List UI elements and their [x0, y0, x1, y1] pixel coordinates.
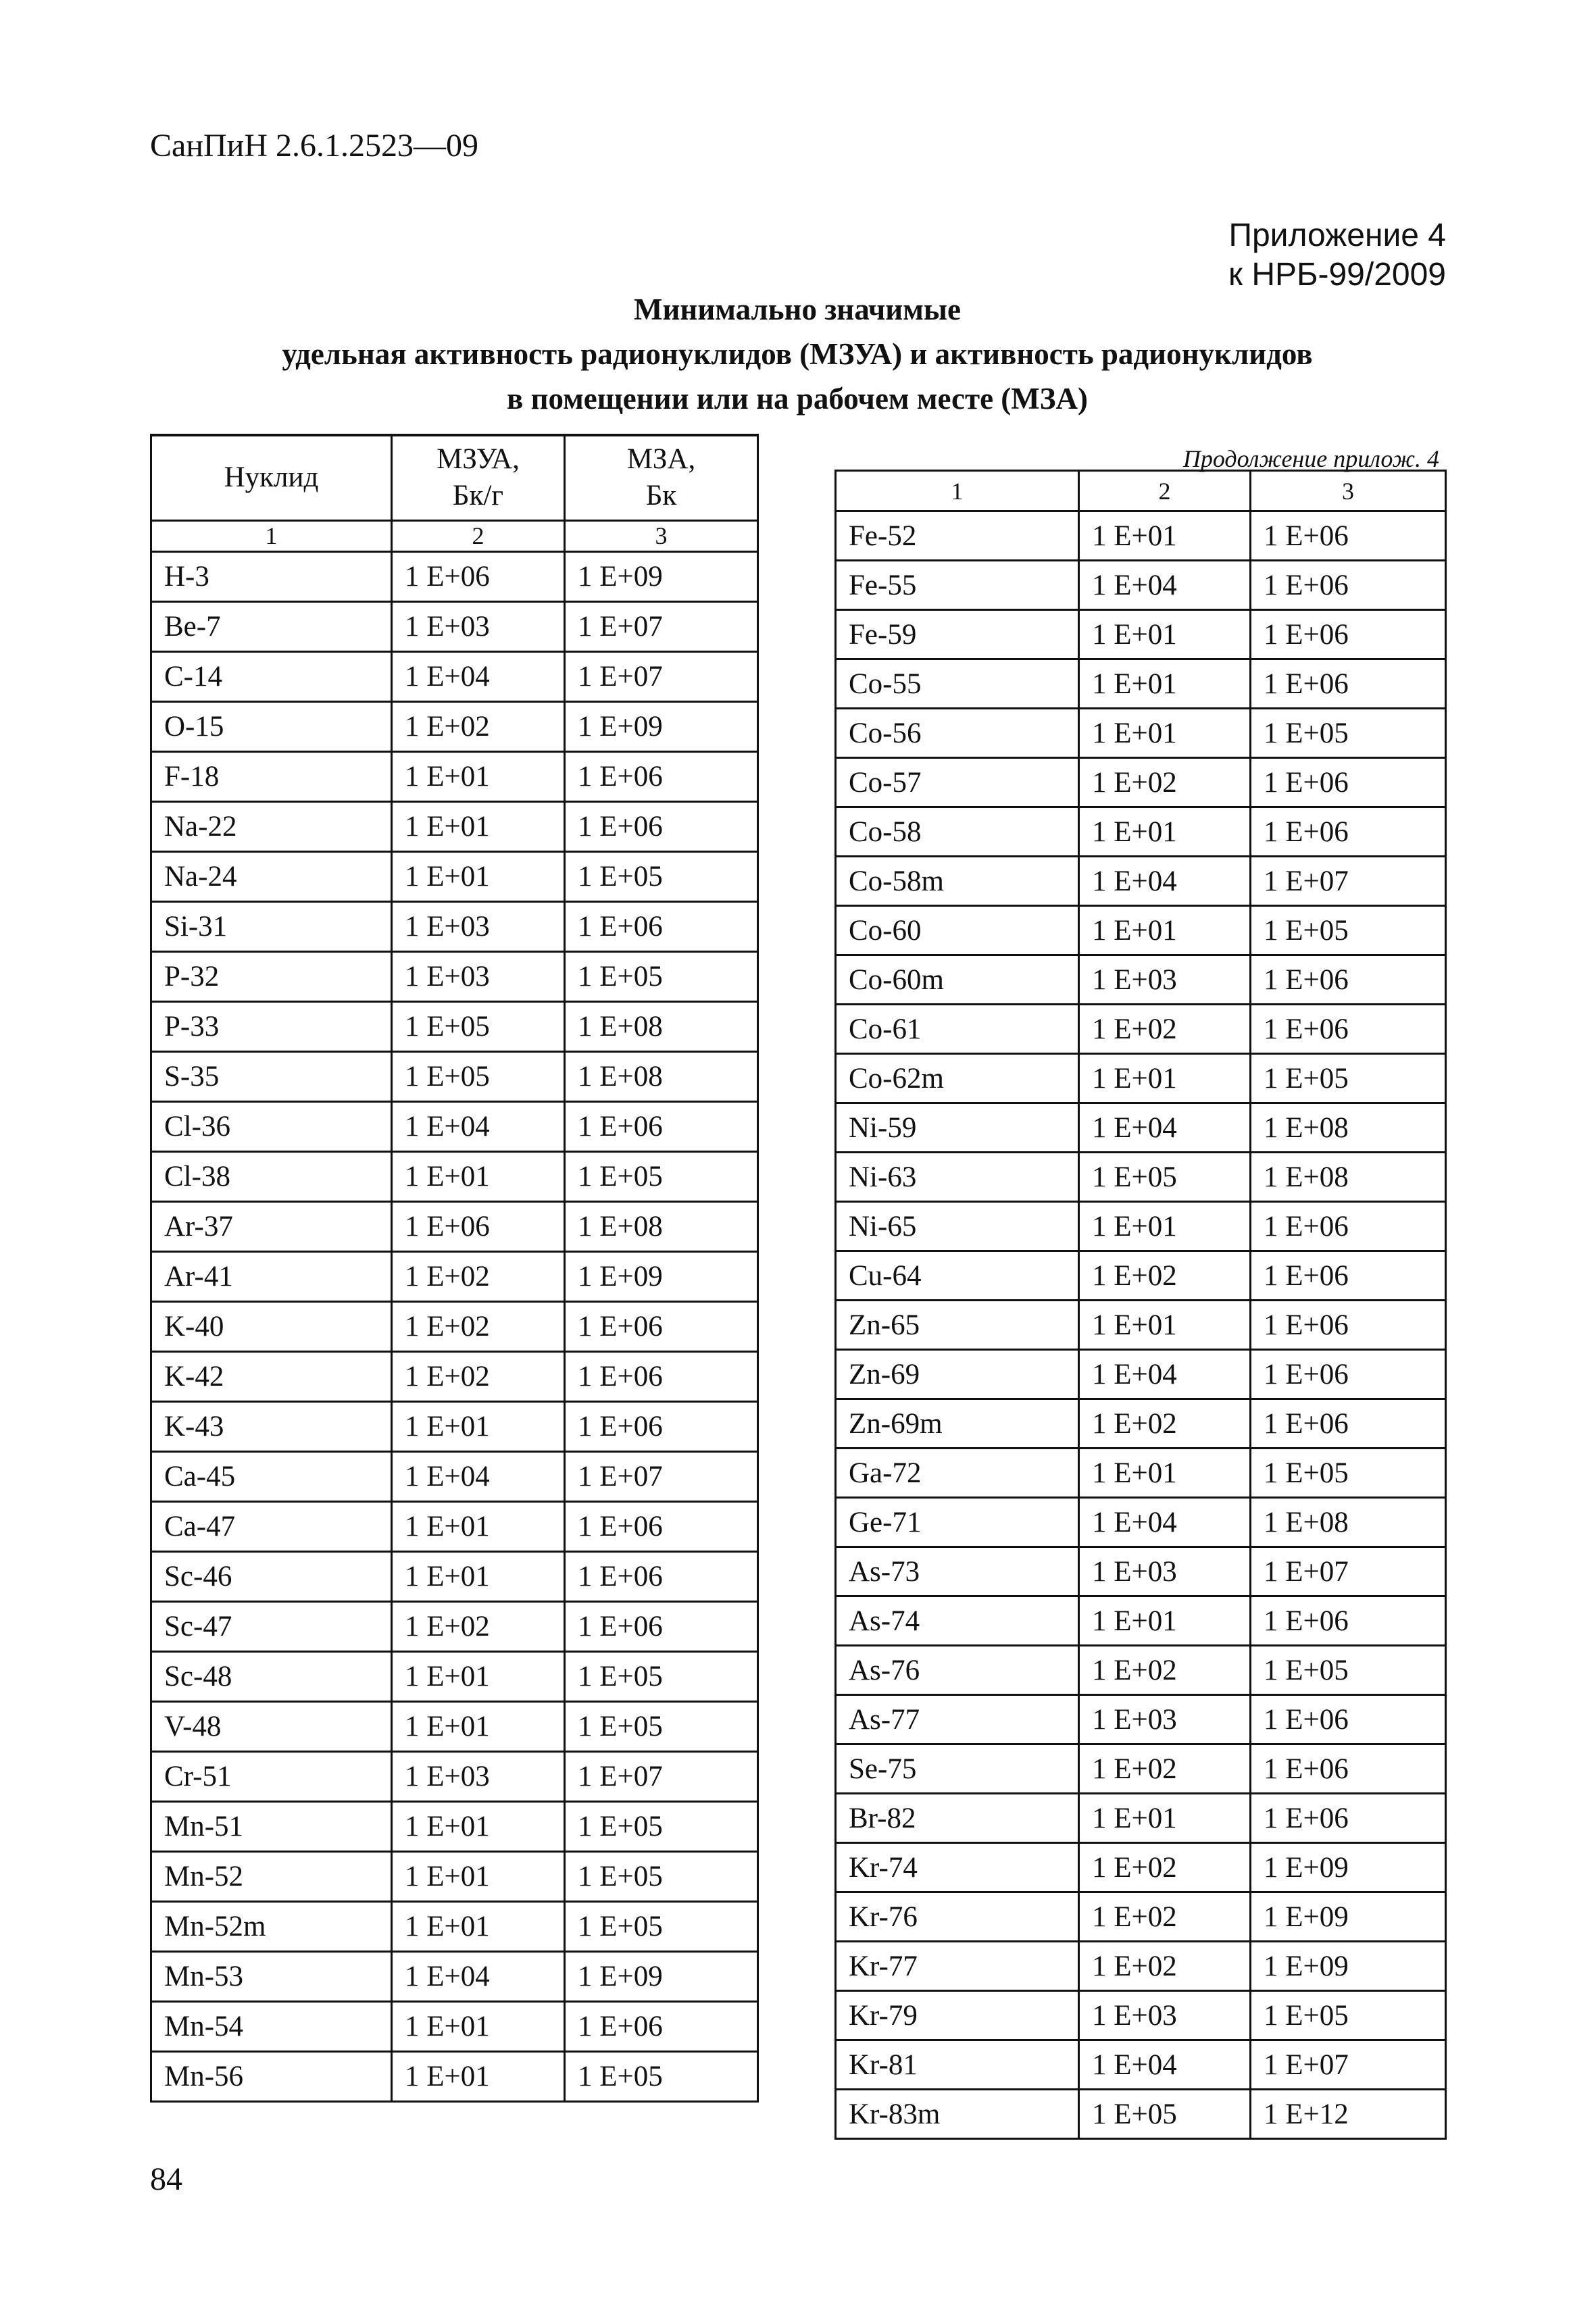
mza-cell: 1 E+06: [565, 801, 758, 851]
mzua-cell: 1 E+01: [392, 2001, 565, 2051]
nuclide-cell: Ar-37: [151, 1201, 392, 1251]
nuclide-cell: C-14: [151, 651, 392, 701]
mza-cell: 1 E+06: [1251, 610, 1446, 659]
mza-cell: 1 E+09: [565, 701, 758, 751]
mza-cell: 1 E+06: [1251, 758, 1446, 807]
mzua-cell: 1 E+05: [392, 1001, 565, 1051]
nuclide-cell: Kr-76: [836, 1892, 1079, 1942]
mza-cell: 1 E+07: [565, 601, 758, 651]
mza-cell: 1 E+07: [1251, 1547, 1446, 1596]
table-row: [836, 610, 1446, 659]
nuclide-cell: Co-56: [836, 709, 1079, 758]
mzua-cell: 1 E+01: [392, 801, 565, 851]
index-cell: 2: [1079, 471, 1251, 511]
table-row: [836, 1202, 1446, 1251]
title-line-2: удельная активность радионуклидов (МЗУА) и активность радионуклидов: [282, 337, 1313, 371]
table-row: [836, 1301, 1446, 1350]
mza-cell: 1 E+12: [1251, 2090, 1446, 2139]
appendix-label: [1228, 216, 1446, 295]
mzua-cell: 1 E+01: [392, 751, 565, 801]
nuclide-cell: Fe-52: [836, 511, 1079, 561]
table-row: [836, 511, 1446, 561]
mzua-cell: 1 E+02: [392, 1351, 565, 1401]
mza-cell: 1 E+09: [565, 551, 758, 601]
table-row: [151, 1601, 758, 1651]
nuclide-cell: Co-57: [836, 758, 1079, 807]
table-row: [151, 1551, 758, 1601]
mza-cell: 1 E+06: [565, 1601, 758, 1651]
header-row: [151, 435, 758, 520]
nuclide-cell: Co-60m: [836, 955, 1079, 1005]
index-cell: 3: [1251, 471, 1446, 511]
table-row: [151, 1301, 758, 1351]
mza-cell: 1 E+05: [1251, 1054, 1446, 1103]
table-row: [151, 901, 758, 951]
page-title: [169, 287, 1426, 421]
nuclide-cell: Sc-46: [151, 1551, 392, 1601]
mza-cell: 1 E+06: [565, 1501, 758, 1551]
mzua-cell: 1 E+03: [1079, 955, 1251, 1005]
nuclide-cell: Cu-64: [836, 1251, 1079, 1301]
nuclide-cell: Mn-52m: [151, 1901, 392, 1951]
nuclide-cell: As-77: [836, 1695, 1079, 1744]
table-row: [836, 1991, 1446, 2040]
table-row: [151, 651, 758, 701]
mza-cell: 1 E+06: [565, 901, 758, 951]
mzua-cell: 1 E+01: [1079, 511, 1251, 561]
mza-cell: 1 E+06: [565, 751, 758, 801]
mzua-cell: 1 E+01: [1079, 709, 1251, 758]
nuclide-cell: S-35: [151, 1051, 392, 1101]
mza-cell: 1 E+05: [565, 2051, 758, 2101]
nuclide-cell: Sc-48: [151, 1651, 392, 1701]
mza-cell: 1 E+06: [565, 1101, 758, 1151]
mzua-cell: 1 E+04: [1079, 2040, 1251, 2090]
mza-cell: 1 E+08: [565, 1001, 758, 1051]
mza-cell: 1 E+09: [1251, 1942, 1446, 1991]
nuclide-cell: Kr-77: [836, 1942, 1079, 1991]
table-row: [836, 758, 1446, 807]
mza-cell: 1 E+06: [1251, 955, 1446, 1005]
table-row: [836, 1892, 1446, 1942]
mzua-cell: 1 E+02: [392, 1301, 565, 1351]
mza-cell: 1 E+09: [565, 1951, 758, 2001]
mzua-cell: 1 E+04: [1079, 857, 1251, 906]
mzua-cell: 1 E+04: [1079, 1103, 1251, 1153]
nuclide-cell: Na-22: [151, 801, 392, 851]
header-nuclide: Нуклид: [151, 435, 392, 520]
mzua-cell: 1 E+04: [1079, 1498, 1251, 1547]
mza-cell: 1 E+08: [565, 1201, 758, 1251]
mzua-cell: 1 E+06: [392, 1201, 565, 1251]
table-row: [151, 1001, 758, 1051]
nuclide-cell: Mn-54: [151, 2001, 392, 2051]
nuclide-cell: P-32: [151, 951, 392, 1001]
mza-cell: 1 E+09: [565, 1251, 758, 1301]
nuclide-cell: Kr-79: [836, 1991, 1079, 2040]
mza-cell: 1 E+06: [1251, 561, 1446, 610]
table-row: [151, 751, 758, 801]
table-row: [151, 1101, 758, 1151]
mza-cell: 1 E+05: [1251, 906, 1446, 955]
mzua-cell: 1 E+04: [1079, 561, 1251, 610]
header-mzua: МЗУА, Бк/г: [392, 435, 565, 520]
mzua-cell: 1 E+01: [392, 1401, 565, 1451]
mza-cell: 1 E+06: [1251, 1202, 1446, 1251]
table-row: [836, 1103, 1446, 1153]
mzua-cell: 1 E+02: [392, 701, 565, 751]
mzua-cell: 1 E+06: [392, 551, 565, 601]
nuclide-cell: Co-61: [836, 1005, 1079, 1054]
table-row: [836, 2090, 1446, 2139]
mzua-cell: 1 E+02: [392, 1601, 565, 1651]
table-row: [836, 1251, 1446, 1301]
index-row: [151, 520, 758, 551]
index-cell: 3: [565, 520, 758, 551]
mza-cell: 1 E+08: [1251, 1153, 1446, 1202]
mzua-cell: 1 E+03: [392, 951, 565, 1001]
nuclide-cell: Fe-55: [836, 561, 1079, 610]
mza-cell: 1 E+06: [1251, 659, 1446, 709]
index-cell: 2: [392, 520, 565, 551]
table-row: [151, 601, 758, 651]
table-row: [151, 1651, 758, 1701]
mzua-cell: 1 E+05: [1079, 2090, 1251, 2139]
nuclide-cell: Br-82: [836, 1794, 1079, 1843]
table-row: [836, 1744, 1446, 1794]
mza-cell: 1 E+06: [1251, 1695, 1446, 1744]
nuclide-cell: K-42: [151, 1351, 392, 1401]
nuclide-cell: As-74: [836, 1596, 1079, 1646]
mza-cell: 1 E+08: [1251, 1498, 1446, 1547]
mza-cell: 1 E+06: [1251, 1301, 1446, 1350]
mzua-cell: 1 E+01: [392, 1701, 565, 1751]
mzua-cell: 1 E+02: [1079, 758, 1251, 807]
table-row: [836, 1449, 1446, 1498]
nuclide-cell: Kr-81: [836, 2040, 1079, 2090]
mzua-cell: 1 E+03: [392, 601, 565, 651]
appendix-line-1: Приложение 4: [1228, 218, 1446, 253]
nuclide-cell: Co-55: [836, 659, 1079, 709]
nuclide-cell: As-76: [836, 1646, 1079, 1695]
index-row: [836, 471, 1446, 511]
mzua-cell: 1 E+01: [392, 1901, 565, 1951]
nuclide-cell: Be-7: [151, 601, 392, 651]
mza-cell: 1 E+05: [1251, 1646, 1446, 1695]
mza-cell: 1 E+05: [565, 951, 758, 1001]
mza-cell: 1 E+06: [1251, 1005, 1446, 1054]
mzua-cell: 1 E+05: [1079, 1153, 1251, 1202]
table-row: [836, 1399, 1446, 1449]
mza-cell: 1 E+06: [1251, 511, 1446, 561]
table-row: [151, 1151, 758, 1201]
nuclide-cell: Ca-45: [151, 1451, 392, 1501]
mzua-cell: 1 E+02: [1079, 1942, 1251, 1991]
table-row: [151, 1201, 758, 1251]
table-row: [151, 951, 758, 1001]
nuclide-table-right: [834, 470, 1447, 2140]
nuclide-cell: Ga-72: [836, 1449, 1079, 1498]
index-cell: 1: [836, 471, 1079, 511]
mza-cell: 1 E+08: [1251, 1103, 1446, 1153]
table-row: [151, 801, 758, 851]
mzua-cell: 1 E+03: [1079, 1991, 1251, 2040]
mza-cell: 1 E+07: [1251, 2040, 1446, 2090]
table-row: [151, 1451, 758, 1501]
mzua-cell: 1 E+01: [392, 2051, 565, 2101]
nuclide-cell: Co-62m: [836, 1054, 1079, 1103]
table-row: [836, 1054, 1446, 1103]
mzua-cell: 1 E+01: [392, 851, 565, 901]
table-row: [151, 1851, 758, 1901]
mzua-cell: 1 E+04: [1079, 1350, 1251, 1399]
mza-cell: 1 E+05: [1251, 1991, 1446, 2040]
table-row: [151, 1751, 758, 1801]
header-mza: МЗА, Бк: [565, 435, 758, 520]
mzua-cell: 1 E+03: [392, 901, 565, 951]
mza-cell: 1 E+06: [565, 2001, 758, 2051]
mza-cell: 1 E+07: [565, 1451, 758, 1501]
table-row: [151, 1401, 758, 1451]
nuclide-cell: Ar-41: [151, 1251, 392, 1301]
mzua-cell: 1 E+03: [1079, 1547, 1251, 1596]
mza-cell: 1 E+06: [565, 1301, 758, 1351]
table-row: [836, 1596, 1446, 1646]
mzua-cell: 1 E+01: [392, 1551, 565, 1601]
mza-cell: 1 E+05: [565, 851, 758, 901]
mza-cell: 1 E+06: [1251, 1596, 1446, 1646]
mzua-cell: 1 E+01: [1079, 1596, 1251, 1646]
mza-cell: 1 E+05: [565, 1801, 758, 1851]
nuclide-cell: P-33: [151, 1001, 392, 1051]
mzua-cell: 1 E+01: [1079, 1449, 1251, 1498]
mzua-cell: 1 E+01: [1079, 1054, 1251, 1103]
table-row: [836, 561, 1446, 610]
mza-cell: 1 E+05: [1251, 1449, 1446, 1498]
table-row: [836, 1498, 1446, 1547]
nuclide-cell: K-40: [151, 1301, 392, 1351]
nuclide-cell: Co-58m: [836, 857, 1079, 906]
table-row: [836, 709, 1446, 758]
nuclide-cell: Ca-47: [151, 1501, 392, 1551]
nuclide-cell: Cr-51: [151, 1751, 392, 1801]
table-row: [151, 851, 758, 901]
mza-cell: 1 E+06: [565, 1351, 758, 1401]
nuclide-cell: Ge-71: [836, 1498, 1079, 1547]
mzua-cell: 1 E+04: [392, 651, 565, 701]
nuclide-cell: Zn-65: [836, 1301, 1079, 1350]
mza-cell: 1 E+06: [1251, 1350, 1446, 1399]
mzua-cell: 1 E+02: [1079, 1399, 1251, 1449]
table-row: [151, 1951, 758, 2001]
mzua-cell: 1 E+01: [1079, 1301, 1251, 1350]
nuclide-cell: Ni-59: [836, 1103, 1079, 1153]
mzua-cell: 1 E+01: [1079, 1202, 1251, 1251]
mza-cell: 1 E+07: [565, 651, 758, 701]
mza-cell: 1 E+08: [565, 1051, 758, 1101]
nuclide-cell: Mn-51: [151, 1801, 392, 1851]
nuclide-cell: Fe-59: [836, 610, 1079, 659]
mzua-cell: 1 E+04: [392, 1951, 565, 2001]
appendix-line-2: к НРБ-99/2009: [1228, 257, 1446, 293]
table-row: [836, 1794, 1446, 1843]
mzua-cell: 1 E+01: [392, 1851, 565, 1901]
table-row: [151, 1901, 758, 1951]
mzua-cell: 1 E+01: [1079, 807, 1251, 857]
mzua-cell: 1 E+01: [1079, 906, 1251, 955]
mza-cell: 1 E+05: [1251, 709, 1446, 758]
table-row: [836, 1547, 1446, 1596]
mza-cell: 1 E+07: [565, 1751, 758, 1801]
nuclide-cell: Se-75: [836, 1744, 1079, 1794]
mzua-cell: 1 E+04: [392, 1451, 565, 1501]
mzua-cell: 1 E+01: [1079, 610, 1251, 659]
mzua-cell: 1 E+01: [1079, 659, 1251, 709]
nuclide-cell: Co-58: [836, 807, 1079, 857]
index-cell: 1: [151, 520, 392, 551]
table-row: [836, 1646, 1446, 1695]
table-row: [836, 1153, 1446, 1202]
table-row: [836, 1350, 1446, 1399]
table-row: [836, 955, 1446, 1005]
mzua-cell: 1 E+01: [392, 1151, 565, 1201]
table-row: [151, 1701, 758, 1751]
table-row: [151, 551, 758, 601]
nuclide-cell: As-73: [836, 1547, 1079, 1596]
table-row: [151, 1351, 758, 1401]
nuclide-cell: Na-24: [151, 851, 392, 901]
mzua-cell: 1 E+03: [1079, 1695, 1251, 1744]
nuclide-cell: Mn-52: [151, 1851, 392, 1901]
nuclide-cell: Si-31: [151, 901, 392, 951]
nuclide-cell: Cl-38: [151, 1151, 392, 1201]
nuclide-table-left: [150, 434, 759, 2103]
table-row: [836, 1843, 1446, 1892]
mza-cell: 1 E+06: [1251, 807, 1446, 857]
mzua-cell: 1 E+02: [1079, 1005, 1251, 1054]
page-number: 84: [150, 2161, 182, 2197]
mza-cell: 1 E+06: [1251, 1794, 1446, 1843]
table-row: [836, 906, 1446, 955]
mzua-cell: 1 E+04: [392, 1101, 565, 1151]
table-row: [836, 1942, 1446, 1991]
mzua-cell: 1 E+01: [1079, 1794, 1251, 1843]
nuclide-cell: Zn-69: [836, 1350, 1079, 1399]
table-row: [151, 1801, 758, 1851]
mza-cell: 1 E+05: [565, 1701, 758, 1751]
mza-cell: 1 E+09: [1251, 1843, 1446, 1892]
table-row: [151, 1051, 758, 1101]
mzua-cell: 1 E+02: [392, 1251, 565, 1301]
mza-cell: 1 E+06: [1251, 1399, 1446, 1449]
mzua-cell: 1 E+01: [392, 1801, 565, 1851]
mzua-cell: 1 E+01: [392, 1501, 565, 1551]
table-row: [151, 1501, 758, 1551]
mza-cell: 1 E+07: [1251, 857, 1446, 906]
nuclide-cell: Kr-83m: [836, 2090, 1079, 2139]
mza-cell: 1 E+05: [565, 1901, 758, 1951]
nuclide-cell: Co-60: [836, 906, 1079, 955]
mzua-cell: 1 E+02: [1079, 1892, 1251, 1942]
nuclide-cell: Ni-65: [836, 1202, 1079, 1251]
table-row: [836, 1695, 1446, 1744]
mza-cell: 1 E+06: [1251, 1744, 1446, 1794]
mzua-cell: 1 E+01: [392, 1651, 565, 1701]
nuclide-cell: Cl-36: [151, 1101, 392, 1151]
mza-cell: 1 E+06: [565, 1401, 758, 1451]
doc-code: СанПиН 2.6.1.2523—09: [150, 128, 479, 164]
table-row: [151, 701, 758, 751]
nuclide-cell: F-18: [151, 751, 392, 801]
nuclide-cell: H-3: [151, 551, 392, 601]
table-row: [151, 1251, 758, 1301]
table-row: [836, 1005, 1446, 1054]
nuclide-cell: Mn-53: [151, 1951, 392, 2001]
title-line-1: Минимально значимые: [634, 293, 961, 326]
nuclide-cell: K-43: [151, 1401, 392, 1451]
mzua-cell: 1 E+05: [392, 1051, 565, 1101]
mza-cell: 1 E+05: [565, 1851, 758, 1901]
table-row: [151, 2051, 758, 2101]
nuclide-cell: O-15: [151, 701, 392, 751]
table-row: [836, 659, 1446, 709]
table-row: [836, 2040, 1446, 2090]
mzua-cell: 1 E+02: [1079, 1843, 1251, 1892]
table-row: [151, 2001, 758, 2051]
mza-cell: 1 E+06: [565, 1551, 758, 1601]
title-line-3: в помещении или на рабочем месте (МЗА): [507, 382, 1088, 416]
nuclide-cell: Zn-69m: [836, 1399, 1079, 1449]
mzua-cell: 1 E+02: [1079, 1251, 1251, 1301]
table-row: [836, 857, 1446, 906]
nuclide-cell: Kr-74: [836, 1843, 1079, 1892]
continuation-note: Продолжение прилож. 4: [1182, 445, 1439, 472]
mza-cell: 1 E+09: [1251, 1892, 1446, 1942]
table-row: [836, 807, 1446, 857]
mzua-cell: 1 E+02: [1079, 1744, 1251, 1794]
mza-cell: 1 E+05: [565, 1151, 758, 1201]
nuclide-cell: V-48: [151, 1701, 392, 1751]
mzua-cell: 1 E+02: [1079, 1646, 1251, 1695]
mzua-cell: 1 E+03: [392, 1751, 565, 1801]
nuclide-cell: Ni-63: [836, 1153, 1079, 1202]
nuclide-cell: Mn-56: [151, 2051, 392, 2101]
mza-cell: 1 E+06: [1251, 1251, 1446, 1301]
mza-cell: 1 E+05: [565, 1651, 758, 1701]
nuclide-cell: Sc-47: [151, 1601, 392, 1651]
